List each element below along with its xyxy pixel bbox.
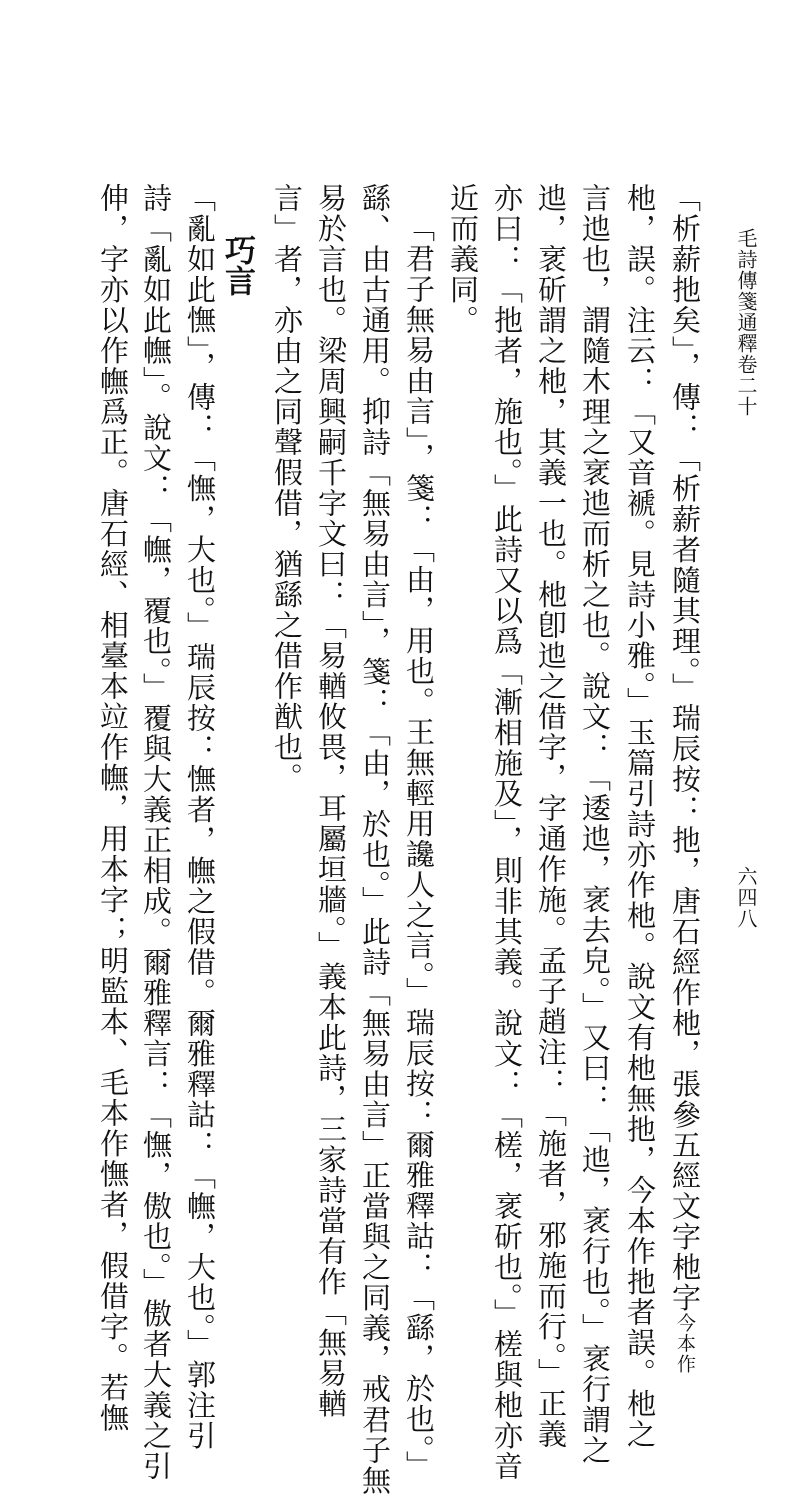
text-column-2: 杝，誤。注云：「又音褫。見詩小雅。」玉篇引詩亦作杝。說文有杝無扡，今本作扡者誤。杝之 xyxy=(623,183,657,1450)
column-text: 「析薪扡矣」，傳：「析薪者隨其理。」瑞辰按：扡，唐石經作杝，張參五經文字杝字 xyxy=(668,183,702,1313)
text-column-4: 迆，衺斫謂之杝，其義一也。杝卽迆之借字，字通作施。孟子趙注：「施者，邪施而行。」正義 xyxy=(534,183,568,1450)
text-column-10: 言」者，亦由之同聲假借，猶繇之借作猷也。 xyxy=(270,183,304,793)
text-column-5: 亦曰：「扡者，施也。」此詩又以爲「漸相施及」，則非其義。說文：「槎，衺斫也。」槎與杝亦音 xyxy=(490,183,524,1482)
text-column-11: 「亂如此憮」，傳：「憮，大也。」瑞辰按：憮者，幠之假借。爾雅釋詁：「幠，大也。」郭注引 xyxy=(183,183,217,1451)
page-number: 六四八 xyxy=(734,866,758,929)
text-column-12: 詩「亂如此幠」。說文：「幠，覆也。」覆與大義正相成。爾雅釋言：「憮，傲也。」傲者大義之引 xyxy=(139,183,173,1482)
text-column-7: 「君子無易由言」，箋：「由，用也。王無輕用讒人之言。」瑞辰按：爾雅釋詁：「繇，於也。」 xyxy=(402,213,436,1481)
section-title: 巧言 xyxy=(219,234,255,296)
text-column-6: 近而義同。 xyxy=(446,183,480,336)
text-column-8: 繇、由古通用。抑詩「無易由言」，箋：「由，於也。」此詩「無易由言」正當與之同義，戒君子無 xyxy=(358,183,392,1496)
text-column-9: 易於言也。梁周興嗣千字文曰：「易輶攸畏，耳屬垣牆。」義本此詩，三家詩當有作「無易輶 xyxy=(314,183,348,1419)
running-title: 毛詩傳箋通釋卷二十 xyxy=(734,228,758,417)
column-note: 今本作 xyxy=(674,1313,696,1375)
text-column-13: 伸，字亦以作幠爲正。唐石經、相臺本竝作幠，用本字；明監本、毛本作憮者，假借字。若憮 xyxy=(96,183,130,1434)
text-column-1 xyxy=(668,183,702,1375)
text-column-3: 言迆也，謂隨木理之衺迆而析之也。說文：「逶迆，衺去皃。」又曰：「迆，衺行也。」衺行謂之 xyxy=(578,183,612,1466)
